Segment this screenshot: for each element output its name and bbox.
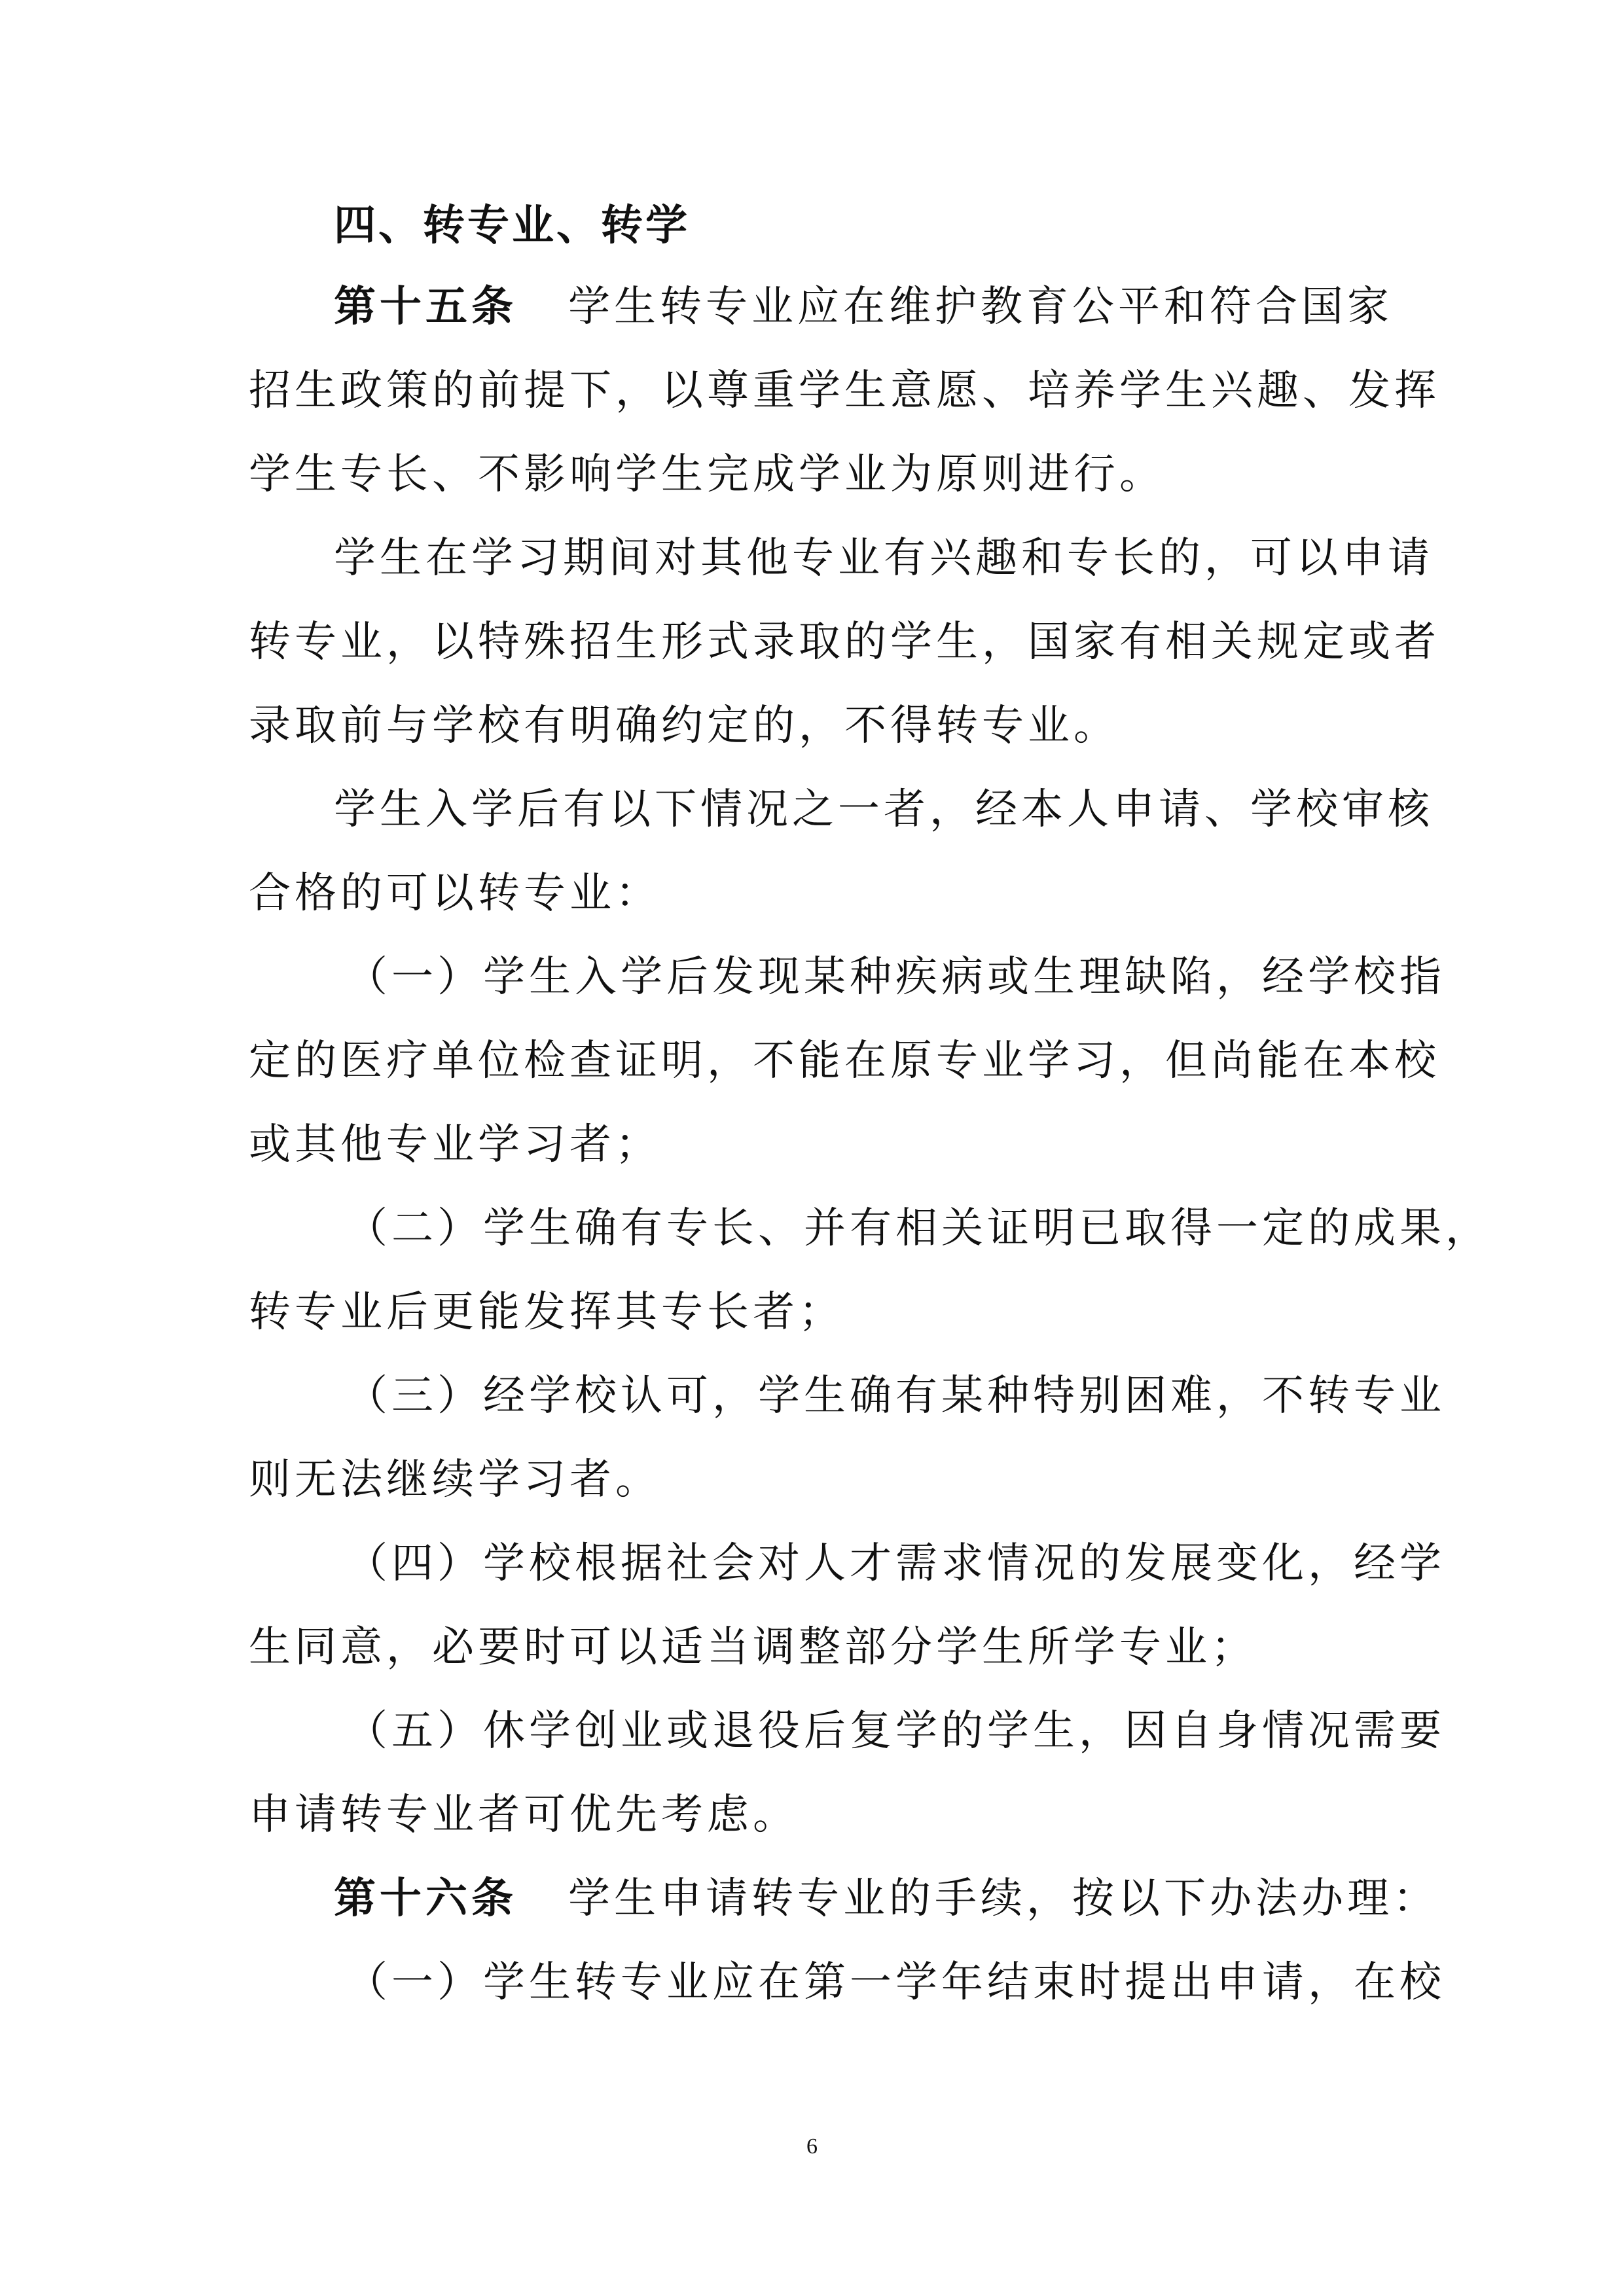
item-4-line-2: 生同意，必要时可以适当调整部分学生所学专业； bbox=[249, 1623, 1257, 1672]
article-15-line-1 bbox=[334, 278, 1393, 336]
conditions-paragraph-line-2: 合格的可以转专业： bbox=[249, 869, 661, 918]
item-4-line-1: （四）学校根据社会对人才需求情况的发展变化，经学 bbox=[346, 1539, 1445, 1588]
item-3-line-2: 则无法继续学习者。 bbox=[249, 1456, 661, 1504]
section-heading: 四、转专业、转学 bbox=[334, 201, 690, 250]
article-15-line-3: 学生专长、不影响学生完成学业为原则进行。 bbox=[249, 450, 1165, 499]
interest-paragraph-line-1: 学生在学习期间对其他专业有兴趣和专长的，可以申请 bbox=[334, 534, 1434, 583]
item-16-1-line-1: （一）学生转专业应在第一学年结束时提出申请，在校 bbox=[346, 1958, 1445, 2007]
item-1-line-2: 定的医疗单位检查证明，不能在原专业学习，但尚能在本校 bbox=[249, 1037, 1440, 1085]
item-5-line-2: 申请转专业者可优先考虑。 bbox=[249, 1791, 799, 1839]
page-number: 6 bbox=[806, 2134, 818, 2159]
item-2-line-2: 转专业后更能发挥其专长者； bbox=[249, 1288, 844, 1336]
item-5-line-1: （五）休学创业或退役后复学的学生，因自身情况需要 bbox=[346, 1707, 1445, 1755]
article-15-line-2: 招生政策的前提下，以尊重学生意愿、培养学生兴趣、发挥 bbox=[249, 367, 1440, 415]
conditions-paragraph-line-1: 学生入学后有以下情况之一者，经本人申请、学校审核 bbox=[334, 785, 1434, 834]
article-15-label: 第十五条 bbox=[334, 282, 517, 331]
item-1-line-1: （一）学生入学后发现某种疾病或生理缺陷，经学校指 bbox=[346, 953, 1445, 1001]
article-16-text: 学生申请转专业的手续，按以下办法办理： bbox=[568, 1874, 1439, 1923]
item-2-line-1: （二）学生确有专长、并有相关证明已取得一定的成果， bbox=[346, 1204, 1491, 1253]
interest-paragraph-line-2: 转专业，以特殊招生形式录取的学生，国家有相关规定或者 bbox=[249, 618, 1440, 666]
interest-paragraph-line-3: 录取前与学校有明确约定的，不得转专业。 bbox=[249, 702, 1119, 750]
article-15-text: 学生转专业应在维护教育公平和符合国家 bbox=[568, 283, 1393, 331]
item-1-line-3: 或其他专业学习者； bbox=[249, 1121, 661, 1169]
article-16-line-1 bbox=[334, 1869, 1439, 1928]
article-16-label: 第十六条 bbox=[334, 1874, 517, 1923]
item-3-line-1: （三）经学校认可，学生确有某种特别困难，不转专业 bbox=[346, 1372, 1445, 1420]
